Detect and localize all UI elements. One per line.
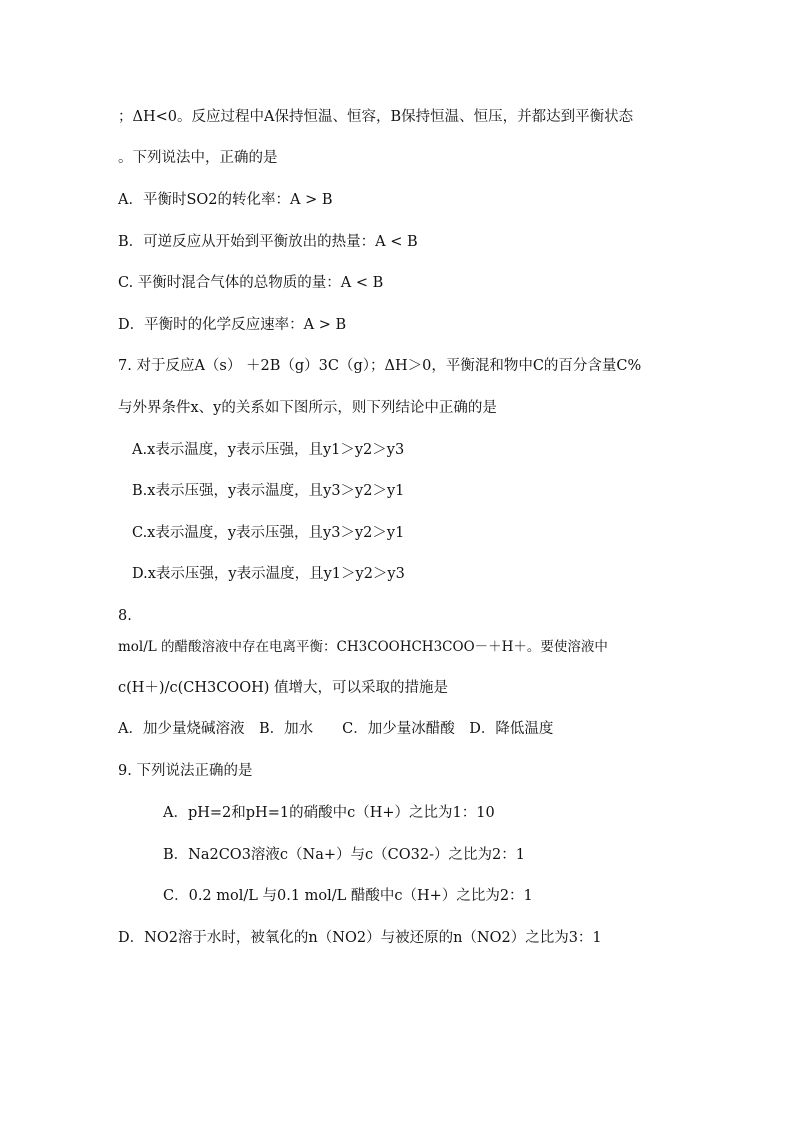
option-line: B．可逆反应从开始到平衡放出的热量：A < B (118, 234, 418, 250)
option-line: C.x表示温度，y表示压强，且y3＞y2＞y1 (132, 525, 405, 541)
question-line: 7. 对于反应A（s） ＋2B（g）3C（g）；ΔH＞0，平衡混和物中C的百分含量C% (118, 358, 642, 374)
text-line: 。下列说法中，正确的是 (118, 150, 278, 166)
option-line: A．平衡时SO2的转化率：A > B (118, 192, 333, 208)
option-line: A．加少量烧碱溶液 B．加水 C．加少量冰醋酸 D．降低温度 (118, 721, 554, 737)
text-line: 与外界条件x、y的关系如下图所示，则下列结论中正确的是 (118, 400, 497, 416)
question-line: 8. (118, 608, 132, 624)
option-line: D.x表示压强，y表示温度，且y1＞y2＞y3 (132, 566, 405, 582)
option-line: C. 平衡时混合气体的总物质的量：A < B (118, 275, 384, 291)
text-line: mol/L 的醋酸溶液中存在电离平衡：CH3COOHCH3COO－＋H＋。要使溶液中 (118, 639, 608, 655)
option-line: D．平衡时的化学反应速率：A > B (118, 317, 347, 333)
option-line: A.x表示温度，y表示压强，且y1＞y2＞y3 (132, 442, 405, 458)
option-line: D．NO2溶于水时，被氧化的n（NO2）与被还原的n（NO2）之比为3：1 (118, 930, 602, 946)
option-line: A．pH=2和pH=1的硝酸中c（H+）之比为1：10 (163, 805, 495, 821)
text-line: c(H＋)/c(CH3COOH) 值增大，可以采取的措施是 (118, 680, 448, 696)
question-line: 9. 下列说法正确的是 (118, 763, 253, 779)
option-line: C．0.2 mol/L 与0.1 mol/L 醋酸中c（H+）之比为2：1 (163, 888, 533, 904)
text-line: ；ΔH<0。反应过程中A保持恒温、恒容，B保持恒温、恒压，并都达到平衡状态 (118, 109, 634, 125)
option-line: B.x表示压强，y表示温度，且y3＞y2＞y1 (132, 483, 405, 499)
option-line: B．Na2CO3溶液c（Na+）与c（CO32-）之比为2：1 (163, 847, 525, 863)
